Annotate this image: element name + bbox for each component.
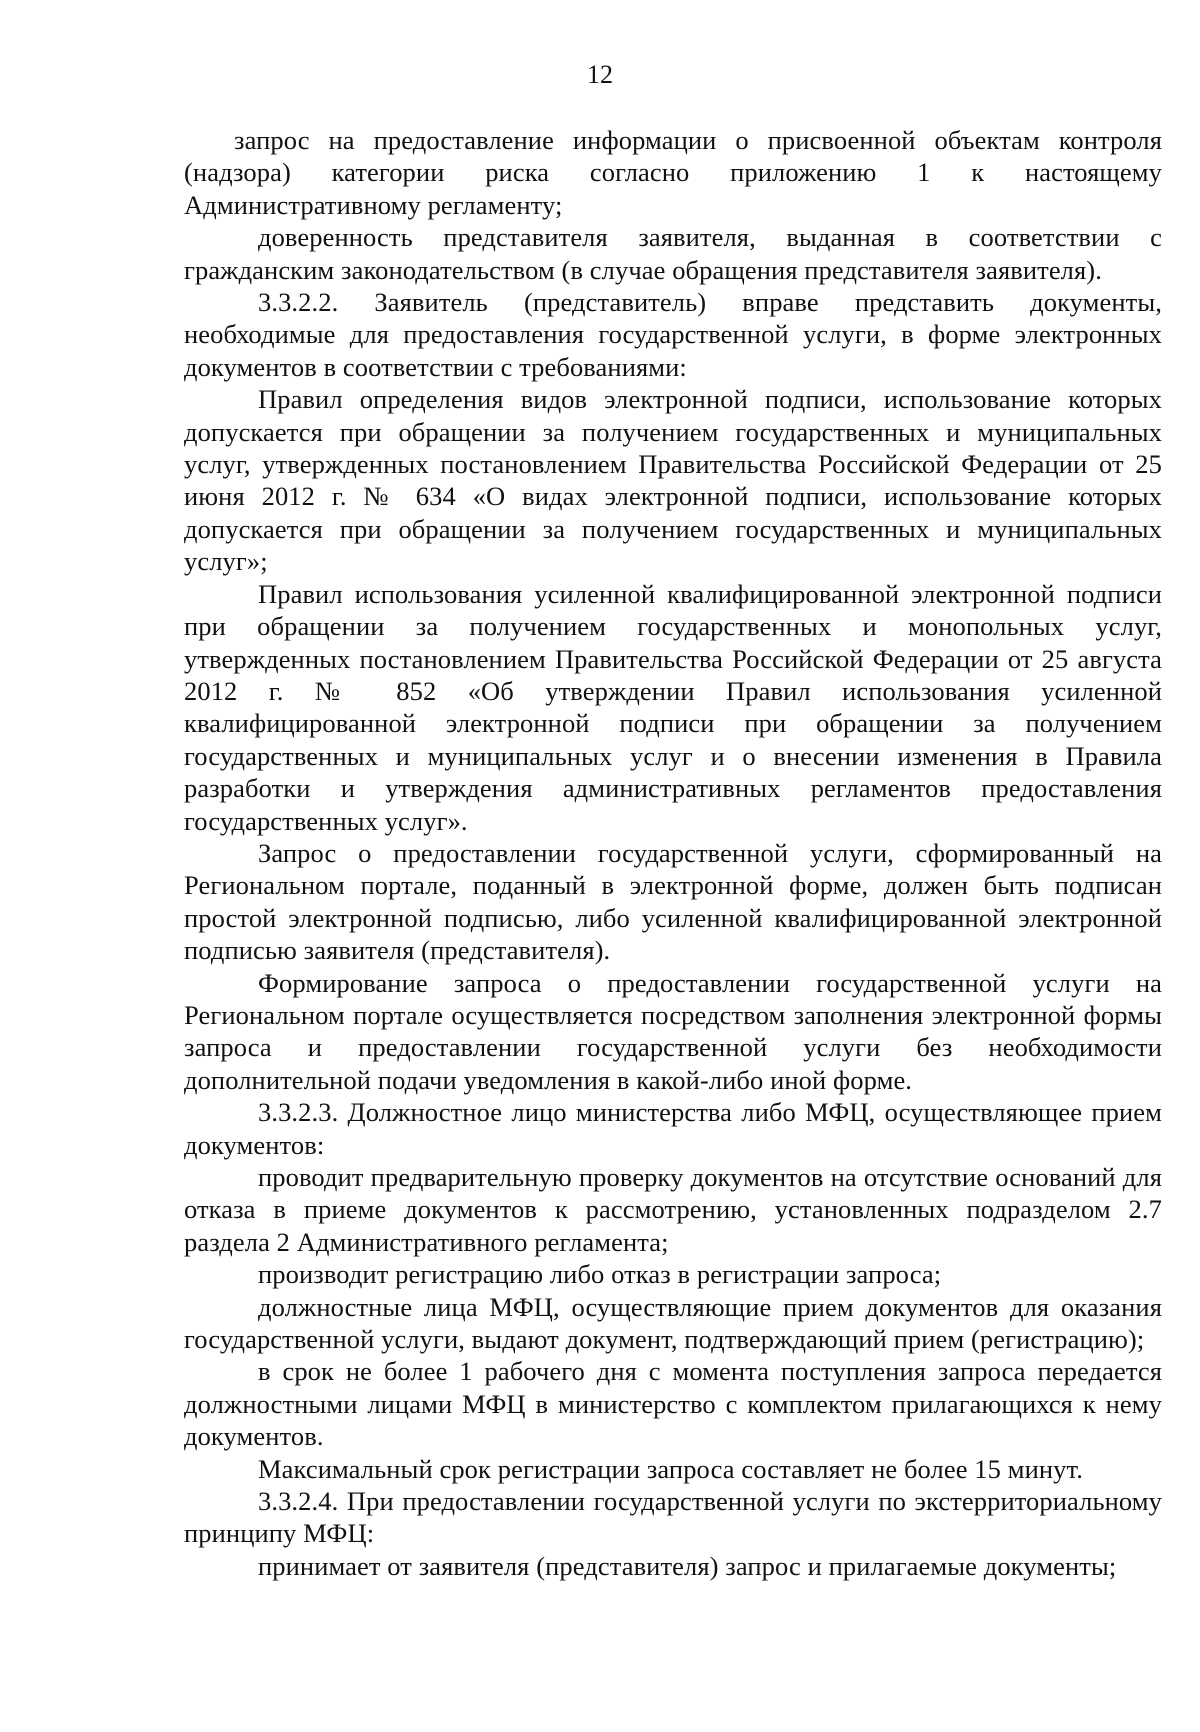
paragraph-mfc-receipt: должностные лица МФЦ, осуществляющие прием документов для оказания государственной услуги, выдают документ, подтверждающий прием (регистрацию); [184, 1291, 1162, 1355]
paragraph-request-formation: Формирование запроса о предоставлении государственной услуги на Региональном портале осуществляется посредством заполнения электронной формы запроса и предоставлении государственной услуги без необходимости дополнительной подачи уведомления в какой-либо иной форме. [184, 967, 1162, 1095]
paragraph-power-of-attorney: доверенность представителя заявителя, выданная в соответствии с гражданским законодательством (в случае обращения представителя заявителя). [184, 222, 1162, 285]
paragraph-signature-rules-852: Правил использования усиленной квалифицированной электронной подписи при обращении за получением государственных и монопольных услуг, утвержденных постановлением Правительства Российской Федерации от 25 августа 2012 г. № 852 «Об утверждении Правил использования усиленной квалифицированной электронной подписи при обращении за получением государственных и муниципальных услуг и о внесении изменения в Правила разработки и утверждения административных регламентов предоставления государственных услуг». [184, 578, 1162, 836]
paragraph-max-registration-time: Максимальный срок регистрации запроса составляет не более 15 минут. [258, 1453, 1083, 1484]
paragraph-3-3-2-4: 3.3.2.4. При предоставлении государственной услуги по экстерриториальному принципу МФЦ: [184, 1486, 1162, 1549]
paragraph-registration: производит регистрацию либо отказ в регистрации запроса; [258, 1259, 942, 1290]
paragraph-transfer-deadline: в срок не более 1 рабочего дня с момента поступления запроса передается должностными лицами МФЦ в министерство с комплектом прилагающихся к нему документов. [184, 1356, 1162, 1452]
paragraph-3-3-2-3: 3.3.2.3. Должностное лицо министерства либо МФЦ, осуществляющее прием документов: [184, 1097, 1162, 1160]
paragraph-signature-rules-634: Правил определения видов электронной подписи, использование которых допускается при обращении за получением государственных и муниципальных услуг, утвержденных постановлением Правительства Российской Федерации от 25 июня 2012 г. № 634 «О видах электронной подписи, использование которых допускается при обращении за получением государственных и муниципальных услуг»; [184, 384, 1162, 577]
paragraph-request-risk-category: запрос на предоставление информации о присвоенной объектам контроля (надзора) категории риска согласно приложению 1 к настоящему Административному регламенту; [184, 125, 1162, 220]
page-number: 12 [587, 60, 613, 89]
paragraph-request-signature: Запрос о предоставлении государственной услуги, сформированный на Региональном портале, поданный в электронной форме, должен быть подписан простой электронной подписью, либо усиленной квалифицированной электронной подписью заявителя (представителя). [184, 837, 1162, 966]
paragraph-accepts-request: принимает от заявителя (представителя) запрос и прилагаемые документы; [258, 1550, 1117, 1581]
paragraph-3-3-2-2: 3.3.2.2. Заявитель (представитель) вправе представить документы, необходимые для предоставления государственной услуги, в форме электронных документов в соответствии с требованиями: [184, 287, 1162, 382]
paragraph-preliminary-check: проводит предварительную проверку документов на отсутствие оснований для отказа в приеме документов к рассмотрению, установленных подразделом 2.7 раздела 2 Административного регламента; [184, 1162, 1162, 1257]
document-body [184, 124, 1162, 1582]
